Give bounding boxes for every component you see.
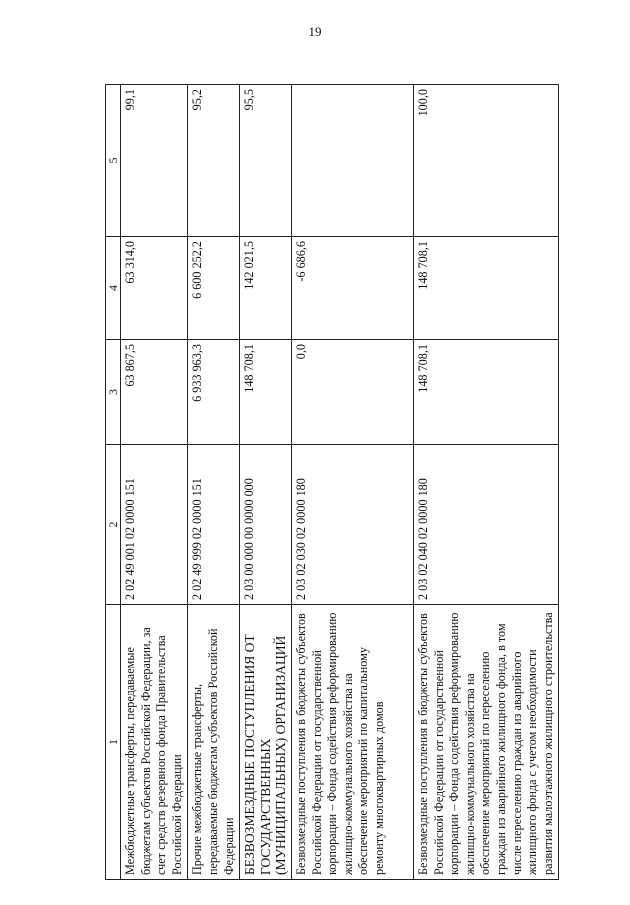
row-name: Безвозмездные поступления в бюджеты субъектов Российской Федерации от государственной корпорации – Фонда содействия реформированию жилищно-коммунального хозяйства на обеспечение мероприятий по капитальному ремонту многоквартирных домов — [291, 605, 413, 880]
table-row — [413, 85, 558, 880]
row-code: 2 03 00 000 00 0000 000 — [240, 445, 292, 605]
row-value-col5: 95,5 — [240, 85, 292, 237]
table-header-row — [106, 85, 121, 880]
row-code: 2 03 02 030 02 0000 180 — [291, 445, 413, 605]
header-cell-4: 4 — [106, 237, 121, 340]
rotated-table-area — [105, 85, 555, 880]
row-value-col3: 6 933 963,3 — [188, 340, 240, 445]
row-value-col4: 142 021,5 — [240, 237, 292, 340]
rotated-table-container — [105, 85, 555, 880]
row-code: 2 02 49 001 02 0000 151 — [121, 445, 188, 605]
header-cell-2: 2 — [106, 445, 121, 605]
row-name: Прочие межбюджетные трансферты, передаваемые бюджетам субъектов Российской Федерации — [188, 605, 240, 880]
row-name: БЕЗВОЗМЕЗДНЫЕ ПОСТУПЛЕНИЯ ОТ ГОСУДАРСТВЕННЫХ (МУНИЦИПАЛЬНЫХ) ОРГАНИЗАЦИЙ — [240, 605, 292, 880]
row-value-col4: 6 600 252,2 — [188, 237, 240, 340]
table-row — [240, 85, 292, 880]
page-number: 19 — [308, 24, 322, 39]
row-value-col5 — [291, 85, 413, 237]
row-value-col3: 63 867,5 — [121, 340, 188, 445]
row-value-col5: 100,0 — [413, 85, 558, 237]
table-row — [291, 85, 413, 880]
row-value-col3: 148 708,1 — [413, 340, 558, 445]
row-code: 2 03 02 040 02 0000 180 — [413, 445, 558, 605]
header-cell-1: 1 — [106, 605, 121, 880]
row-value-col3: 0,0 — [291, 340, 413, 445]
row-value-col4: -6 686,6 — [291, 237, 413, 340]
row-code: 2 02 49 999 02 0000 151 — [188, 445, 240, 605]
table-row — [188, 85, 240, 880]
row-name: Межбюджетные трансферты, передаваемые бюджетам субъектов Российской Федерации, за счет средств резервного фонда Правительства Российской Федерации — [121, 605, 188, 880]
budget-table — [105, 84, 559, 880]
header-cell-3: 3 — [106, 340, 121, 445]
row-value-col4: 63 314,0 — [121, 237, 188, 340]
row-value-col5: 99,1 — [121, 85, 188, 237]
row-value-col4: 148 708,1 — [413, 237, 558, 340]
row-name: Безвозмездные поступления в бюджеты субъектов Российской Федерации от государственной корпорации – Фонда содействия реформированию жилищно-коммунального хозяйства на обеспечение мероприятий по переселению граждан из аварийного жилищного фонда, в том числе переселению граждан из аварийного жилищного фонда с учетом необходимости развития малоэтажного жилищного строительства — [413, 605, 558, 880]
header-cell-5: 5 — [106, 85, 121, 237]
row-value-col3: 148 708,1 — [240, 340, 292, 445]
row-value-col5: 95,2 — [188, 85, 240, 237]
table-row — [121, 85, 188, 880]
